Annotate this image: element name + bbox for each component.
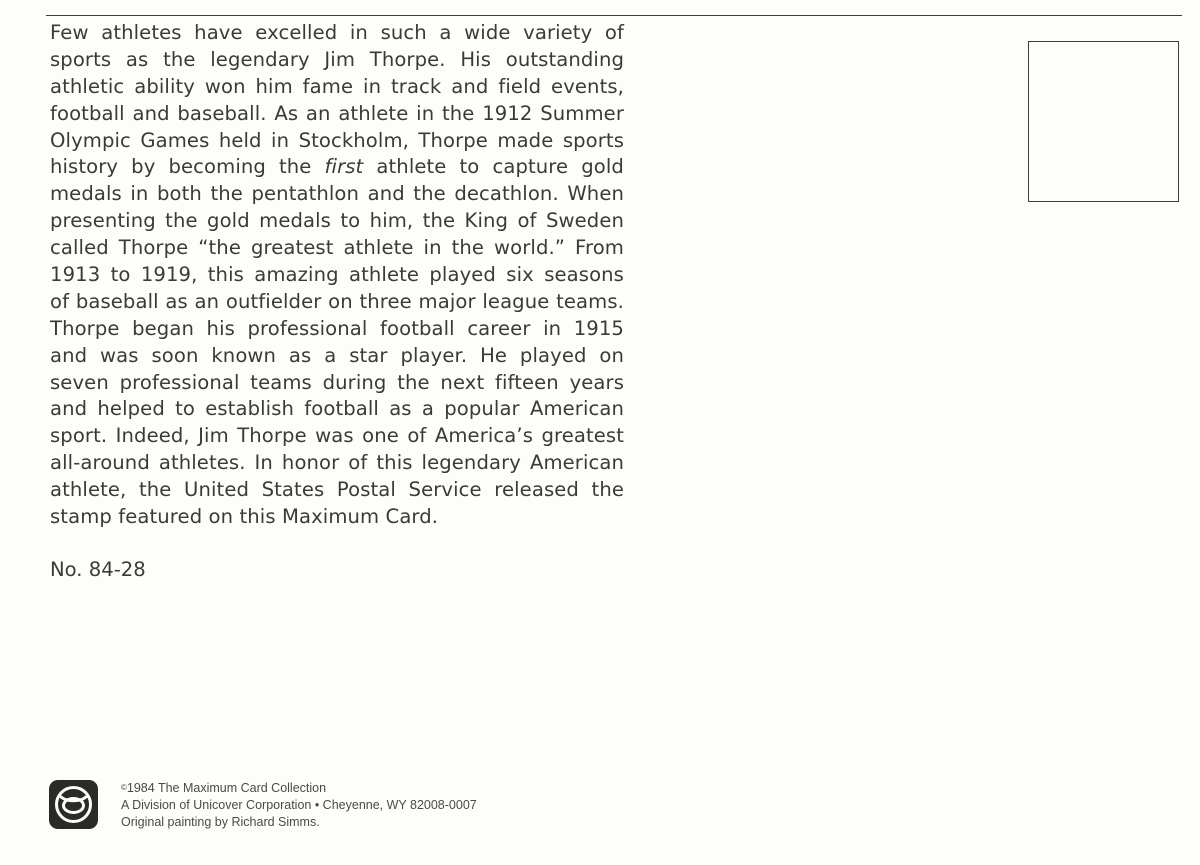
text-line-16: sport. Indeed, Jim Thorpe was one of America’s greatest xyxy=(50,424,624,448)
text-line-18: athlete, the United States Postal Service released the xyxy=(50,478,624,502)
text-line-9: called Thorpe “the greatest athlete in the world.” From xyxy=(50,236,624,260)
text-line-4: football and baseball. As an athlete in the 1912 Summer xyxy=(50,101,624,125)
text-line-5: Olympic Games held in Stockholm, Thorpe made sports xyxy=(50,128,624,152)
text-line-17: all-around athletes. In honor of this legendary American xyxy=(50,451,624,475)
credits-line-1 xyxy=(121,780,477,797)
text-line-11: of baseball as an outfielder on three major league teams. xyxy=(50,289,624,313)
text-line-6-start: history by becoming the xyxy=(50,155,312,179)
text-line-12: Thorpe began his professional football career in 1915 xyxy=(50,316,624,340)
text-line-2: sports as the legendary Jim Thorpe. His outstanding xyxy=(50,47,624,71)
credits-line-3: Original painting by Richard Simms. xyxy=(121,815,320,829)
text-line-6-end: athlete to capture gold xyxy=(376,155,624,179)
text-line-19: stamp featured on this Maximum Card. xyxy=(50,505,439,529)
emphasis-first: first xyxy=(324,155,364,179)
text-line-3: athletic ability won him fame in track and field events, xyxy=(50,74,624,98)
text-line-6 xyxy=(50,154,624,181)
text-line-8: presenting the gold medals to him, the King of Sweden xyxy=(50,209,624,233)
top-rule xyxy=(46,15,1182,16)
text-line-7: medals in both the pentathlon and the decathlon. When xyxy=(50,182,624,206)
description-text xyxy=(50,20,624,531)
text-line-14: seven professional teams during the next fifteen years xyxy=(50,370,624,394)
copyright-symbol: © xyxy=(121,783,127,792)
posthorn-logo-svg xyxy=(49,780,98,829)
stamp-placeholder-box xyxy=(1028,41,1179,202)
credits-line-2: A Division of Unicover Corporation • Cheyenne, WY 82008-0007 xyxy=(121,798,477,812)
text-line-1: Few athletes have excelled in such a wide variety of xyxy=(50,21,624,44)
text-line-13: and was soon known as a star player. He played on xyxy=(50,343,624,367)
publisher-credits xyxy=(121,780,477,831)
posthorn-logo-icon xyxy=(49,780,98,829)
text-line-15: and helped to establish football as a popular American xyxy=(50,397,624,421)
text-line-10: 1913 to 1919, this amazing athlete played six seasons xyxy=(50,263,624,287)
card-number: No. 84-28 xyxy=(50,558,146,581)
credits-line-1-text: 1984 The Maximum Card Collection xyxy=(126,781,327,795)
